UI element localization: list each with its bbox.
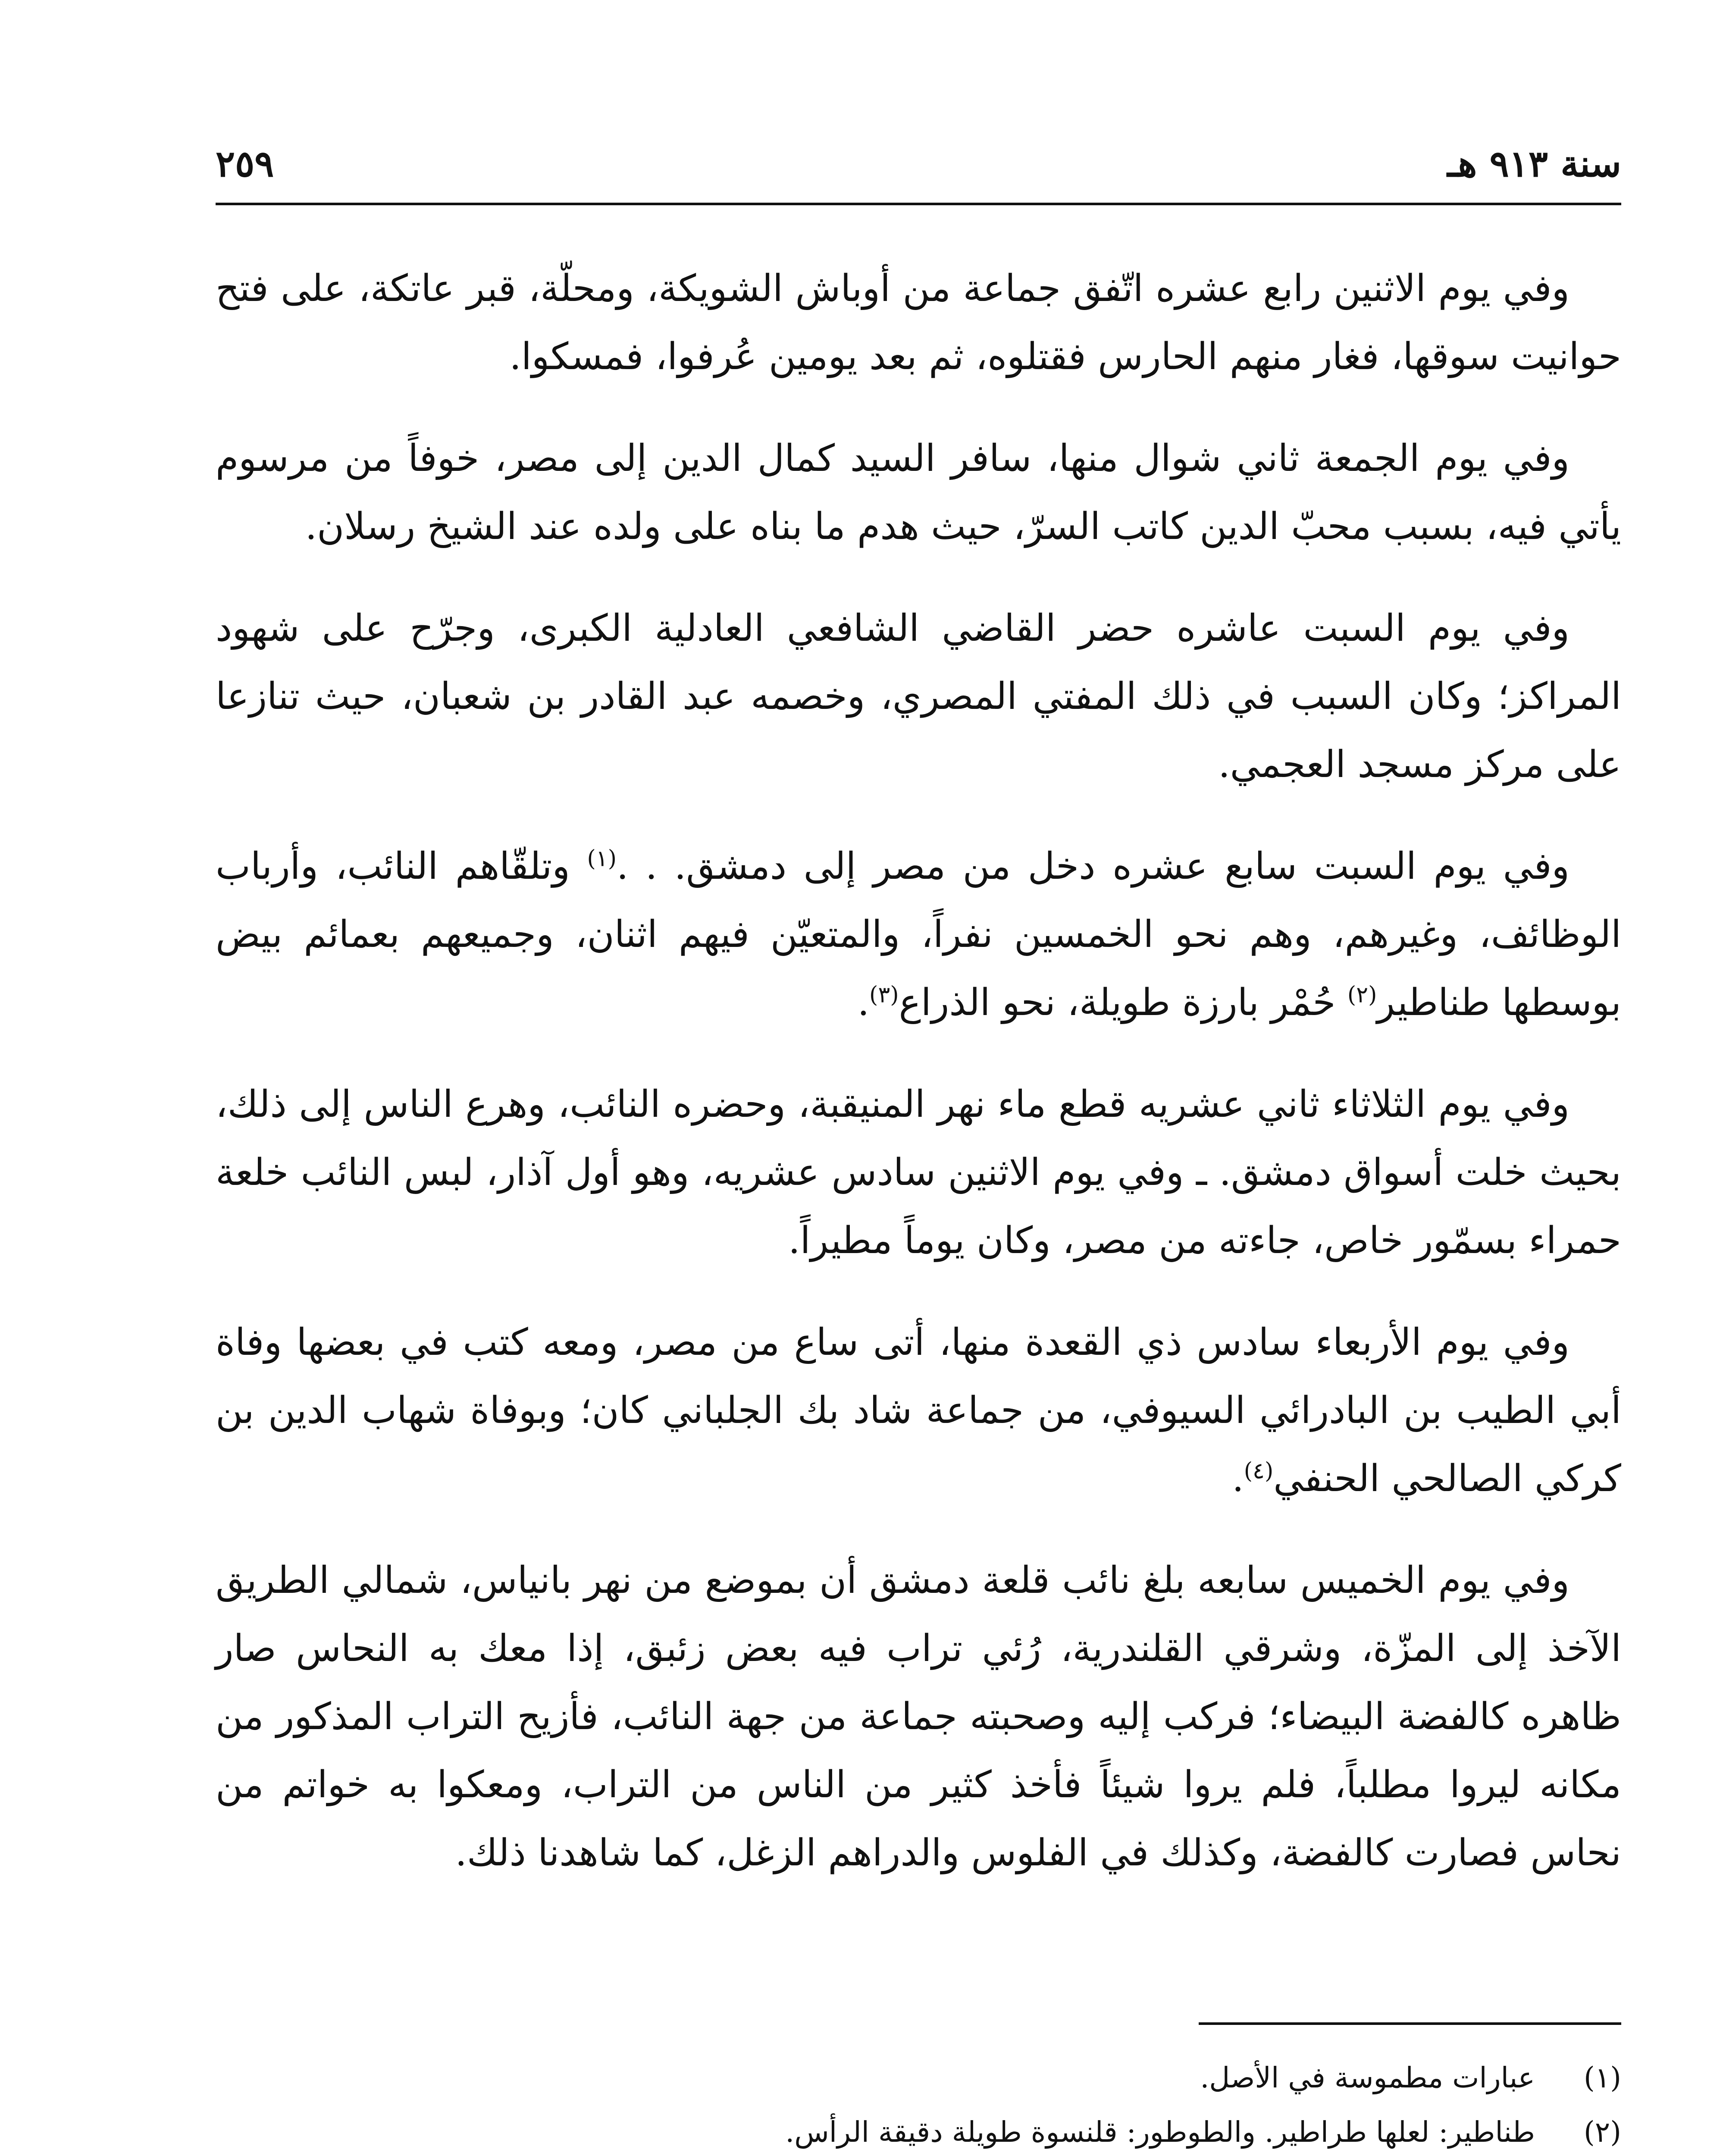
paragraph-4 [216,832,1621,1037]
paragraph-1: وفي يوم الاثنين رابع عشره اتّفق جماعة من أوباش الشويكة، ومحلّة، قبر عاتكة، على فتح حوانيت سوقها، فغار منهم الحارس فقتلوه، ثم بعد يومين عُرفوا، فمسكوا. [216,267,1621,378]
footnotes [216,2053,1621,2156]
paragraph-4-segment-3: حُمْر بارزة طويلة، نحو الذراع [899,981,1347,1024]
header-rule [216,203,1621,205]
footnote-ref-3: (٣) [869,982,899,1008]
paragraph-6-segment-1: وفي يوم الأربعاء سادس ذي القعدة منها، أتى ساع من مصر، ومعه كتب في بعضها وفاة أبي الطيب بن البادرائي السيوفي، من جماعة شاد بك الجلباني كان؛ وبوفاة شهاب الدين بن كركي الصالحي الحنفي [216,1321,1621,1500]
footnote-2 [216,2107,1621,2156]
paragraph-5: وفي يوم الثلاثاء ثاني عشريه قطع ماء نهر المنيقبة، وحضره النائب، وهرع الناس إلى ذلك، بحيث خلت أسواق دمشق. ـ وفي يوم الاثنين سادس عشريه، وهو أول آذار، لبس النائب خلعة حمراء بسمّور خاص، جاءته من مصر، وكان يوماً مطيراً. [216,1083,1621,1262]
footnote-ref-2: (٢) [1347,982,1377,1008]
paragraph-7: وفي يوم الخميس سابعه بلغ نائب قلعة دمشق أن بموضع من نهر بانياس، شمالي الطريق الآخذ إلى المزّة، وشرقي القلندرية، رُئي تراب فيه بعض زئبق، إذا معك به النحاس صار ظاهره كالفضة البيضاء؛ فركب إليه وصحبته جماعة من جهة النائب، فأزيح التراب المذكور من مكانه ليروا مطلباً، فلم يروا شيئاً فأخذ كثير من الناس من التراب، ومعكوا به خواتم من نحاس فصارت كالفضة، وكذلك في الفلوس والدراهم الزغل، كما شاهدنا ذلك. [216,1559,1621,1874]
footnote-text: عبارات مطموسة في الأصل. [1200,2061,1535,2094]
main-text [216,254,1621,1921]
header-year-title: سنة ٩١٣ هـ [1447,142,1621,185]
page-number: ٢٥٩ [216,142,274,185]
footnote-1 [216,2053,1621,2103]
running-header [216,129,1621,203]
footnote-rule [1199,2022,1621,2025]
paragraph-3: وفي يوم السبت عاشره حضر القاضي الشافعي العادلية الكبرى، وجرّح على شهود المراكز؛ وكان السبب في ذلك المفتي المصري، وخصمه عبد القادر بن شعبان، حيث تنازعا على مركز مسجد العجمي. [216,607,1621,786]
footnote-number: (٢) [1584,2115,1621,2149]
paragraph-4-segment-4: . [857,981,870,1024]
paragraph-4-segment-2: وتلقّاهم النائب، وأرباب الوظائف، وغيرهم، وهم نحو الخمسين نفراً، والمتعيّن فيهم اثنان، وجميعهم بعمائم بيض بوسطها طناطير [216,845,1621,1024]
paragraph-2: وفي يوم الجمعة ثاني شوال منها، سافر السيد كمال الدين إلى مصر، خوفاً من مرسوم يأتي فيه، بسبب محبّ الدين كاتب السرّ، حيث هدم ما بناه على ولده عند الشيخ رسلان. [216,437,1621,548]
footnote-number: (١) [1584,2061,1621,2094]
footnote-ref-4: (٤) [1244,1458,1274,1484]
footnote-ref-1: (١) [587,846,617,872]
paragraph-4-segment-1: وفي يوم السبت سابع عشره دخل من مصر إلى دمشق. . . [617,845,1570,888]
paragraph-6-segment-2: . [1232,1457,1244,1500]
footnote-text: طناطير: لعلها طراطير. والطوطور: قلنسوة طويلة دقيقة الرأس. [785,2115,1535,2149]
paragraph-6 [216,1308,1621,1513]
